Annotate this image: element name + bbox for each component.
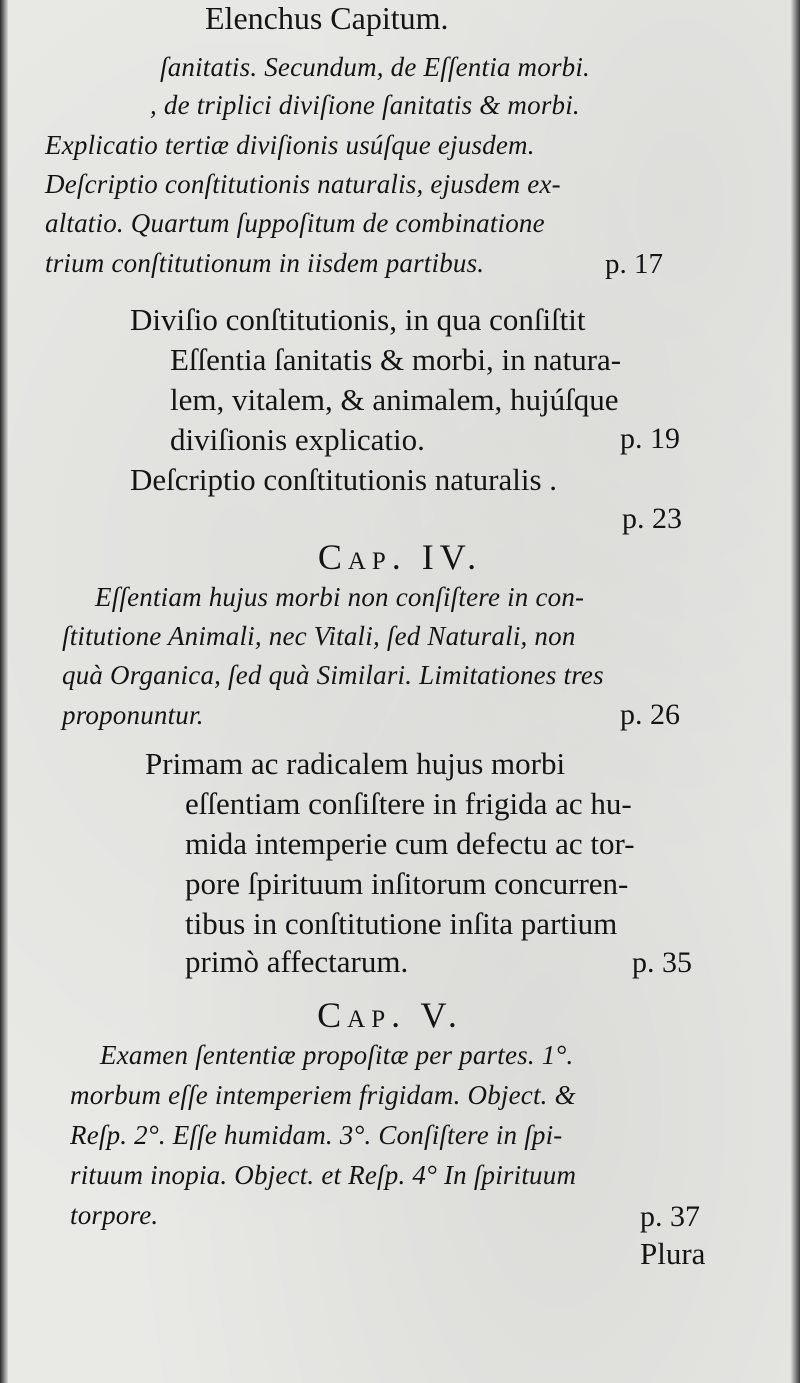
chapter4-body-line: pore ſpirituum inſitorum concurren- <box>185 866 629 901</box>
block2-page-ref: p. 19 <box>620 422 680 455</box>
page-right-edge <box>790 0 800 1383</box>
chapter4-summary-line: quà Organica, ſed quà Similari. Limitationes tres <box>62 660 604 690</box>
block1-line: Deſcriptio conſtitutionis naturalis, ejusdem ex- <box>45 169 561 199</box>
chapter5-summary-page-ref: p. 37 <box>640 1200 700 1233</box>
chapter4-body-line: eſſentiam conſiſtere in frigida ac hu- <box>185 786 632 821</box>
chapter4-body-page-ref: p. 35 <box>632 946 692 979</box>
block1-line: altatio. Quartum ſuppoſitum de combinatione <box>45 208 545 238</box>
chapter5-summary-line: rituum inopia. Object. et Reſp. 4° In ſpirituum <box>70 1160 577 1190</box>
block2-line: Eſſentia ſanitatis & morbi, in natura- <box>170 342 622 377</box>
chapter4-heading: Cap. IV. <box>317 537 483 577</box>
chapter5-heading: Cap. V. <box>317 995 463 1035</box>
chapter5-summary-line: Reſp. 2°. Eſſe humidam. 3°. Conſiſtere in ſpi- <box>70 1120 563 1150</box>
chapter4-body-line: mida intemperie cum defectu ac tor- <box>185 826 635 861</box>
chapter4-summary-page-ref: p. 26 <box>620 698 680 731</box>
chapter4-body-line: tibus in conſtitutione inſita partium <box>185 906 618 941</box>
page-left-edge <box>0 0 8 1383</box>
chapter4-body-line: primò affectarum. <box>185 944 409 979</box>
block3-line: Deſcriptio conſtitutionis naturalis . <box>130 462 558 497</box>
chapter5-summary-line: torpore. <box>70 1200 159 1230</box>
block1-line: ſanitatis. Secundum, de Eſſentia morbi. <box>160 52 591 82</box>
running-head: Elenchus Capitum. <box>205 0 449 36</box>
chapter4-summary-line: proponuntur. <box>62 700 204 730</box>
block3-page-ref: p. 23 <box>622 502 682 535</box>
block2-line: Diviſio conſtitutionis, in qua conſiſtit <box>130 302 586 337</box>
block1-line: , de triplici diviſione ſanitatis & morbi. <box>150 90 580 120</box>
chapter5-summary-line: Examen ſententiæ propoſitæ per partes. 1°. <box>100 1040 574 1070</box>
block2-line: lem, vitalem, & animalem, hujúſque <box>170 382 619 417</box>
chapter4-summary-line: ſtitutione Animali, nec Vitali, ſed Naturali, non <box>62 621 576 651</box>
catchword: Plura <box>640 1236 706 1271</box>
block2-line: diviſionis explicatio. <box>170 422 425 457</box>
block1-page-ref: p. 17 <box>605 248 663 280</box>
chapter5-summary-line: morbum eſſe intemperiem frigidam. Object. & <box>70 1080 576 1110</box>
chapter4-body-line: Primam ac radicalem hujus morbi <box>145 746 566 781</box>
block1-line: trium conſtitutionum in iisdem partibus. <box>45 248 485 278</box>
block1-line: Explicatio tertiæ diviſionis usúſque ejusdem. <box>45 130 535 160</box>
chapter4-summary-line: Eſſentiam hujus morbi non conſiſtere in con- <box>95 582 585 612</box>
